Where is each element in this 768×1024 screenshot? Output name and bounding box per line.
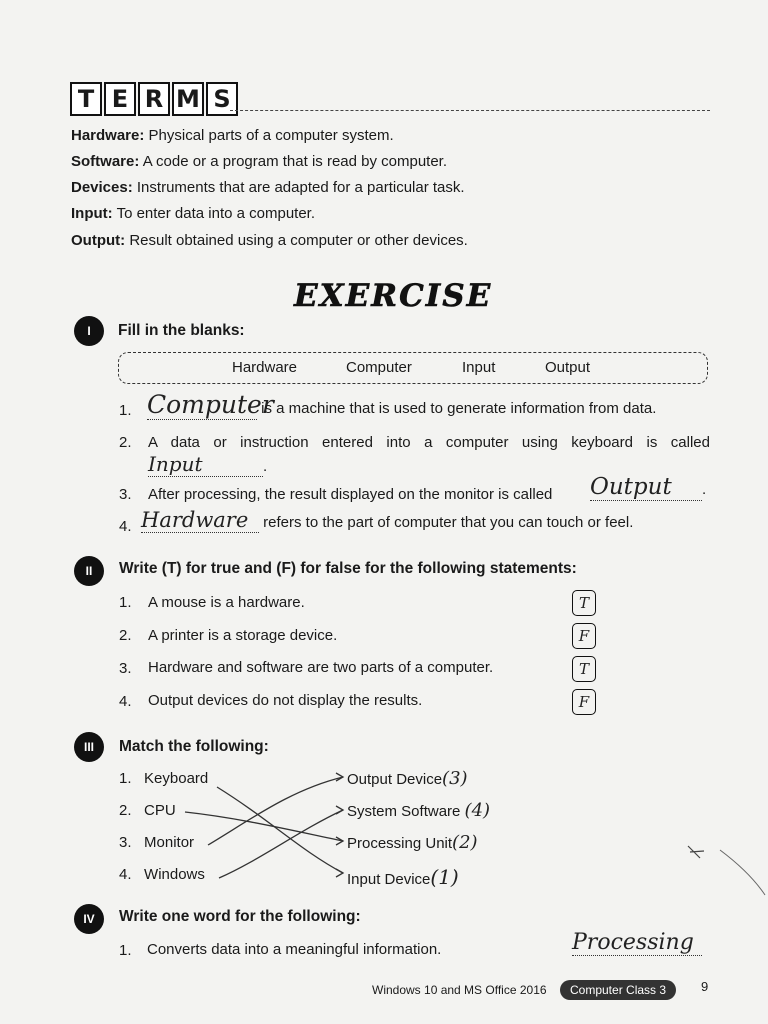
match-left-item: 2. CPU: [119, 802, 176, 819]
exercise-title: EXERCISE: [294, 278, 493, 314]
question-number: 2.: [119, 627, 132, 644]
term-input: Input: To enter data into a computer.: [71, 205, 316, 222]
tf-answer-box: F: [572, 689, 596, 715]
fill-question-3: After processing, the result displayed on the monitor is called: [148, 486, 553, 503]
question-number: 3.: [119, 660, 132, 677]
section1-badge: I: [74, 316, 104, 346]
match-left-item: 4. Windows: [119, 866, 205, 883]
question-number: 3.: [119, 486, 132, 503]
match-left-item: 1. Keyboard: [119, 770, 209, 787]
question-number: 1.: [119, 942, 132, 959]
term-devices: Devices: Instruments that are adapted for a particular task.: [71, 179, 465, 196]
match-right-item: Input Device(1): [347, 865, 459, 889]
terms-letter: R: [138, 82, 170, 116]
fill-answer-3: Output .: [590, 474, 707, 500]
tf-answer-box: T: [572, 656, 596, 682]
section4-title: Write one word for the following:: [119, 908, 361, 925]
term-output: Output: Result obtained using a computer or other devices.: [71, 232, 468, 249]
terms-letter: S: [206, 82, 238, 116]
match-right-item: Processing Unit(2): [347, 832, 478, 853]
tf-statement: A printer is a storage device.: [148, 627, 338, 644]
fill-question-2: A data or instruction entered into a computer using keyboard is called: [148, 434, 710, 451]
match-line: [185, 812, 343, 841]
tf-statement: Hardware and software are two parts of a computer.: [148, 659, 494, 676]
one-word-answer: Processing: [572, 930, 702, 956]
terms-letter: T: [70, 82, 102, 116]
terms-letter: M: [172, 82, 204, 116]
one-word-question: Converts data into a meaningful information.: [147, 941, 442, 958]
match-line: [208, 777, 343, 845]
section2-badge: II: [74, 556, 104, 586]
terms-letter: E: [104, 82, 136, 116]
section3-badge: III: [74, 732, 104, 762]
match-right-item: System Software (4): [347, 800, 491, 821]
word-bank-item: Input: [462, 359, 496, 376]
match-line: [217, 787, 343, 873]
tf-statement: Output devices do not display the results.: [148, 692, 423, 709]
word-bank-item: Hardware: [232, 359, 298, 376]
section2-title: Write (T) for true and (F) for false for the following statements:: [119, 560, 577, 577]
fill-answer-2: Input .: [148, 452, 268, 476]
term-software: Software: A code or a program that is read by computer.: [71, 153, 448, 170]
term-hardware: Hardware: Physical parts of a computer system.: [71, 127, 394, 144]
question-number: 2.: [119, 434, 132, 451]
tf-answer-box: T: [572, 590, 596, 616]
tf-answer-box: F: [572, 623, 596, 649]
question-number: 4.: [119, 693, 132, 710]
match-right-item: Output Device(3): [347, 768, 468, 789]
page-number: 9: [701, 979, 709, 994]
question-number: 4.: [119, 518, 132, 535]
question-number: 1.: [119, 402, 132, 419]
question-number: 1.: [119, 594, 132, 611]
fill-answer-1: Computer is a machine that is used to generate information from data.: [147, 390, 657, 419]
section3-title: Match the following:: [119, 738, 269, 755]
match-left-item: 3. Monitor: [119, 834, 195, 851]
section1-title: Fill in the blanks:: [118, 322, 245, 339]
word-bank-item: Output: [545, 359, 591, 376]
tf-statement: A mouse is a hardware.: [148, 594, 305, 611]
section4-badge: IV: [74, 904, 104, 934]
word-bank-item: Computer: [346, 359, 412, 376]
footer-book-title: Windows 10 and MS Office 2016: [372, 983, 547, 997]
fill-answer-4: Hardware refers to the part of computer that you can touch or feel.: [141, 508, 634, 532]
footer-series-tab: Computer Class 3: [560, 980, 676, 1000]
